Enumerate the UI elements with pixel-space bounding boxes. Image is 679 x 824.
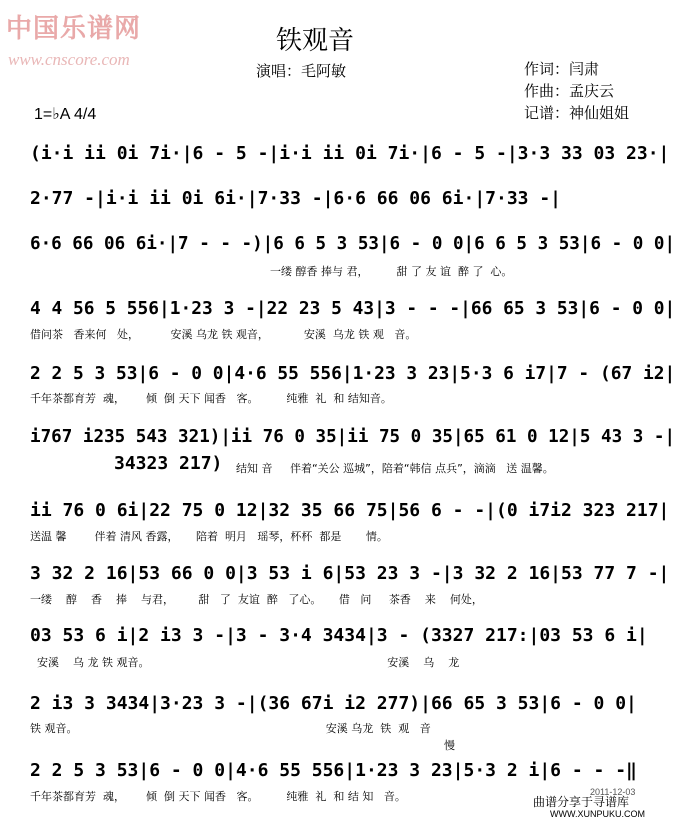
key-signature: 1=♭A 4/4: [34, 106, 97, 123]
notation-row: 6·6 66 06 6i·|7 - - -)|6 6 5 3 53|6 - 0 0|6 6 5 3 53|6 - 0 0|: [30, 233, 676, 254]
watermark-site-url: www.cnscore.com: [8, 50, 130, 69]
notation-row: i767 i235 543 321)|ii 76 0 35|ii 75 0 35|65 61 0 12|5 43 3 -|: [30, 426, 676, 447]
notation-row: ii 76 0 6i|22 75 0 12|32 35 66 75|56 6 - -|(0 i7i2 323 217|: [30, 500, 670, 521]
lyric-row: 结知 音 伴着“关公 巡城”，陪着“韩信 点兵”，滴滴 送 温馨。: [236, 462, 554, 475]
footer-site-name: 曲谱分享于寻谱库: [533, 795, 630, 809]
notation-row: 4 4 56 5 556|1·23 3 -|22 23 5 43|3 - - -|66 65 3 53|6 - 0 0|: [30, 298, 676, 319]
composer-credit: 作曲：孟庆云: [524, 83, 615, 100]
watermark-site-name: 中国乐谱网: [6, 13, 142, 43]
song-title: 铁观音: [276, 25, 355, 55]
lyric-row: 借问茶 香来何 处， 安溪 乌龙 铁 观音， 安溪 乌龙 铁 观 音。: [30, 328, 417, 341]
lyric-row: 送温 馨 伴着 清风 香露， 陪着 明月 瑶琴，杯杯 都是 情。: [30, 530, 388, 543]
lyric-row: 一缕 醇香 捧与 君， 甜 了 友 谊 醉 了 心。: [270, 265, 513, 278]
footer-site-url: WWW.XUNPUKU.COM: [550, 809, 645, 819]
notation-row: 2·77 -|i·i ii 0i 6i·|7·33 -|6·6 66 06 6i·|7·33 -|: [30, 188, 562, 209]
notation-row: 3 32 2 16|53 66 0 0|3 53 i 6|53 23 3 -|3 32 2 16|53 77 7 -|: [30, 563, 670, 584]
lyric-row: 千年茶都育芳 魂， 倾 倒 天下 闻香 客。 纯雅 礼 和 结知音。: [30, 392, 392, 405]
transcription-date: 2011-12-03: [590, 787, 636, 797]
lyricist-credit: 作词：闫肃: [524, 61, 600, 78]
lyric-row: 铁 观音。 安溪 乌龙 铁 观 音: [30, 722, 431, 735]
lyric-row: 安溪 乌 龙 铁 观音。 安溪 乌 龙: [30, 656, 460, 669]
lyric-row: 一缕 醇 香 捧 与君， 甜 了 友谊 醉 了心。 借 问 茶香 来 何处，: [30, 593, 483, 606]
transcriber-credit: 记谱：神仙姐姐: [524, 105, 630, 122]
singer-credit: 演唱：毛阿敏: [256, 63, 347, 80]
notation-row: 34323 217): [114, 453, 223, 474]
notation-row: (i·i ii 0i 7i·|6 - 5 -|i·i ii 0i 7i·|6 - 5 -|3·3 33 03 23·|: [30, 143, 670, 164]
notation-row: 2 2 5 3 53|6 - 0 0|4·6 55 556|1·23 3 23|5·3 6 i7|7 - (67 i2|: [30, 363, 676, 384]
notation-row: 2 i3 3 3434|3·23 3 -|(36 67i i2 277)|66 65 3 53|6 - 0 0|: [30, 693, 637, 714]
notation-row: 2 2 5 3 53|6 - 0 0|4·6 55 556|1·23 3 23|5·3 2 i|6 - - -‖: [30, 760, 637, 781]
lyric-row: 千年茶都育芳 魂， 倾 倒 天下 闻香 客。 纯雅 礼 和 结 知 音。: [30, 790, 406, 803]
tempo-marking: 慢: [444, 739, 455, 752]
notation-row: 03 53 6 i|2 i3 3 -|3 - 3·4 3434|3 - (3327 217:|03 53 6 i|: [30, 625, 648, 646]
